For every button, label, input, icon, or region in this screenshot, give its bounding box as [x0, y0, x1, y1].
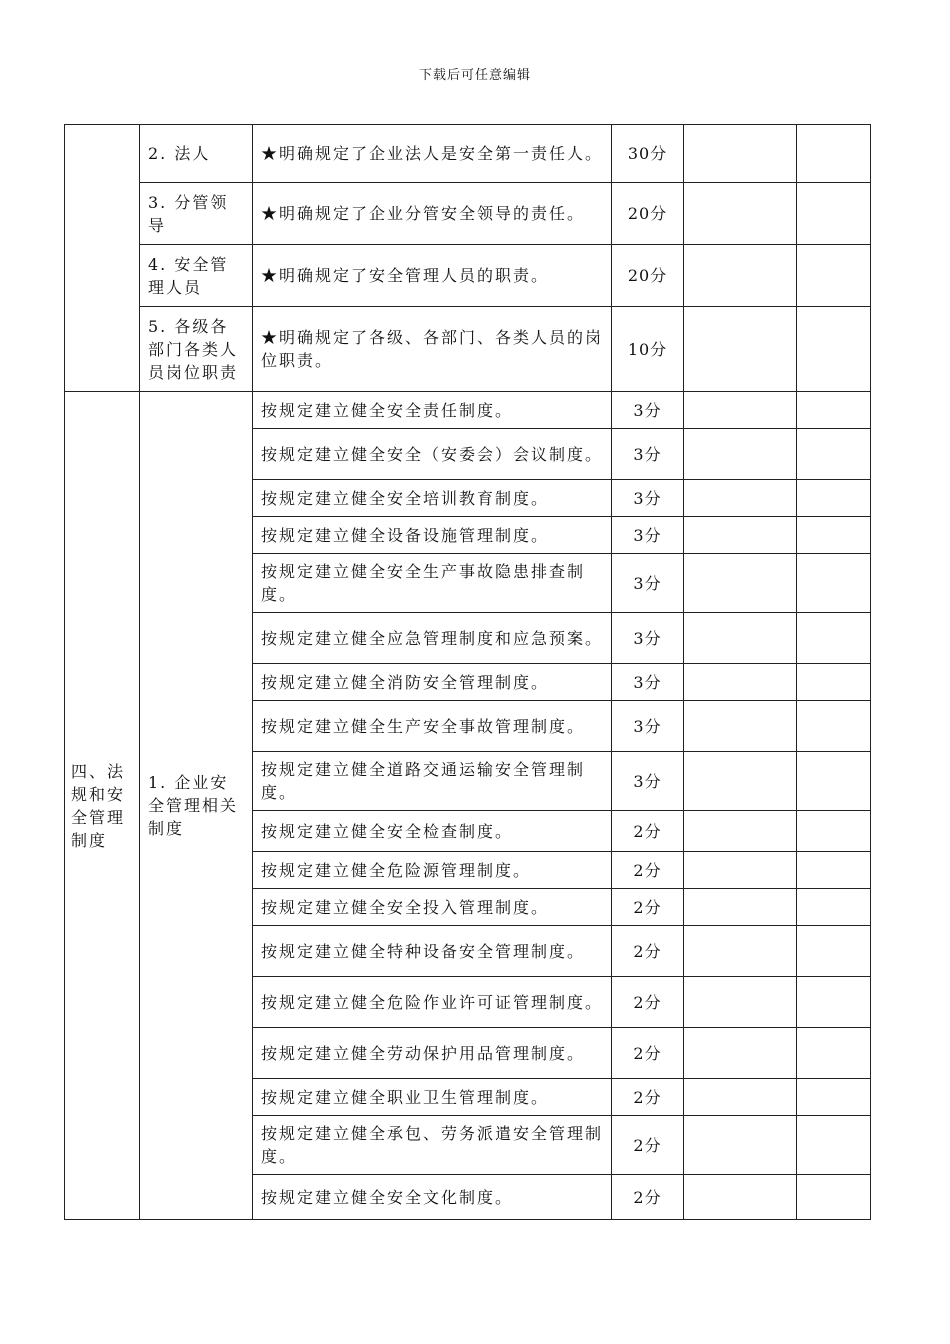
score-cell: 3分	[612, 752, 684, 811]
score-cell: 3分	[612, 701, 684, 752]
score-cell: 2分	[612, 811, 684, 852]
score-cell: 3分	[612, 613, 684, 664]
blank-cell	[684, 613, 797, 664]
blank-cell	[684, 392, 797, 429]
blank-cell	[684, 889, 797, 926]
score-cell: 3分	[612, 392, 684, 429]
content-cell: 按规定建立健全安全责任制度。	[253, 392, 612, 429]
blank-cell	[684, 1116, 797, 1175]
content-cell: 按规定建立健全劳动保护用品管理制度。	[253, 1028, 612, 1079]
blank-cell	[684, 752, 797, 811]
table-row	[65, 307, 871, 392]
blank-cell	[797, 701, 871, 752]
table-row	[65, 125, 871, 183]
table-row	[65, 392, 871, 429]
content-cell: 按规定建立健全承包、劳务派遣安全管理制度。	[253, 1116, 612, 1175]
blank-cell	[797, 183, 871, 245]
blank-cell	[684, 480, 797, 517]
blank-cell	[684, 183, 797, 245]
content-cell: 按规定建立健全安全文化制度。	[253, 1175, 612, 1220]
blank-cell	[797, 752, 871, 811]
score-cell: 3分	[612, 554, 684, 613]
section-cell	[65, 125, 140, 392]
blank-cell	[797, 1116, 871, 1175]
blank-cell	[797, 245, 871, 307]
blank-cell	[684, 429, 797, 480]
blank-cell	[797, 307, 871, 392]
content-cell: ★明确规定了企业分管安全领导的责任。	[253, 183, 612, 245]
score-cell: 2分	[612, 926, 684, 977]
content-cell: 按规定建立健全安全检查制度。	[253, 811, 612, 852]
table-row	[65, 245, 871, 307]
content-cell: 按规定建立健全特种设备安全管理制度。	[253, 926, 612, 977]
blank-cell	[684, 1028, 797, 1079]
content-cell: 按规定建立健全安全培训教育制度。	[253, 480, 612, 517]
blank-cell	[684, 125, 797, 183]
blank-cell	[797, 852, 871, 889]
content-cell: 按规定建立健全安全生产事故隐患排查制度。	[253, 554, 612, 613]
subsection-cell: 3. 分管领导	[140, 183, 253, 245]
score-cell: 2分	[612, 1028, 684, 1079]
subsection-cell: 5. 各级各部门各类人员岗位职责	[140, 307, 253, 392]
content-cell: 按规定建立健全道路交通运输安全管理制度。	[253, 752, 612, 811]
blank-cell	[684, 554, 797, 613]
content-cell: 按规定建立健全安全（安委会）会议制度。	[253, 429, 612, 480]
blank-cell	[797, 1079, 871, 1116]
score-cell: 2分	[612, 1079, 684, 1116]
blank-cell	[797, 926, 871, 977]
score-cell: 2分	[612, 852, 684, 889]
score-cell: 2分	[612, 1116, 684, 1175]
blank-cell	[684, 811, 797, 852]
content-cell: 按规定建立健全职业卫生管理制度。	[253, 1079, 612, 1116]
blank-cell	[684, 977, 797, 1028]
blank-cell	[684, 517, 797, 554]
score-cell: 3分	[612, 664, 684, 701]
content-cell: 按规定建立健全生产安全事故管理制度。	[253, 701, 612, 752]
blank-cell	[684, 1175, 797, 1220]
score-cell: 20分	[612, 245, 684, 307]
score-cell: 2分	[612, 889, 684, 926]
blank-cell	[684, 245, 797, 307]
content-cell: ★明确规定了各级、各部门、各类人员的岗位职责。	[253, 307, 612, 392]
blank-cell	[684, 1079, 797, 1116]
blank-cell	[797, 480, 871, 517]
content-cell: 按规定建立健全设备设施管理制度。	[253, 517, 612, 554]
score-cell: 30分	[612, 125, 684, 183]
blank-cell	[797, 664, 871, 701]
subsection-cell: 2. 法人	[140, 125, 253, 183]
blank-cell	[797, 1028, 871, 1079]
table-row	[65, 183, 871, 245]
blank-cell	[797, 889, 871, 926]
blank-cell	[684, 701, 797, 752]
score-cell: 2分	[612, 977, 684, 1028]
page-header: 下载后可任意编辑	[418, 68, 531, 83]
blank-cell	[797, 392, 871, 429]
content-cell: 按规定建立健全危险源管理制度。	[253, 852, 612, 889]
score-cell: 20分	[612, 183, 684, 245]
blank-cell	[684, 852, 797, 889]
blank-cell	[797, 811, 871, 852]
blank-cell	[684, 926, 797, 977]
subsection-cell: 1. 企业安全管理相关制度	[140, 392, 253, 1220]
blank-cell	[797, 429, 871, 480]
blank-cell	[797, 125, 871, 183]
blank-cell	[684, 664, 797, 701]
score-cell: 3分	[612, 429, 684, 480]
content-cell: 按规定建立健全安全投入管理制度。	[253, 889, 612, 926]
subsection-cell: 4. 安全管理人员	[140, 245, 253, 307]
blank-cell	[797, 977, 871, 1028]
blank-cell	[797, 517, 871, 554]
blank-cell	[797, 554, 871, 613]
content-cell: ★明确规定了企业法人是安全第一责任人。	[253, 125, 612, 183]
score-cell: 3分	[612, 517, 684, 554]
score-cell: 2分	[612, 1175, 684, 1220]
score-cell: 3分	[612, 480, 684, 517]
blank-cell	[797, 613, 871, 664]
blank-cell	[797, 1175, 871, 1220]
content-cell: 按规定建立健全危险作业许可证管理制度。	[253, 977, 612, 1028]
content-cell: 按规定建立健全消防安全管理制度。	[253, 664, 612, 701]
score-cell: 10分	[612, 307, 684, 392]
content-cell: 按规定建立健全应急管理制度和应急预案。	[253, 613, 612, 664]
section-cell: 四、法规和安全管理制度	[65, 392, 140, 1220]
assessment-table	[64, 124, 871, 1220]
blank-cell	[684, 307, 797, 392]
content-cell: ★明确规定了安全管理人员的职责。	[253, 245, 612, 307]
